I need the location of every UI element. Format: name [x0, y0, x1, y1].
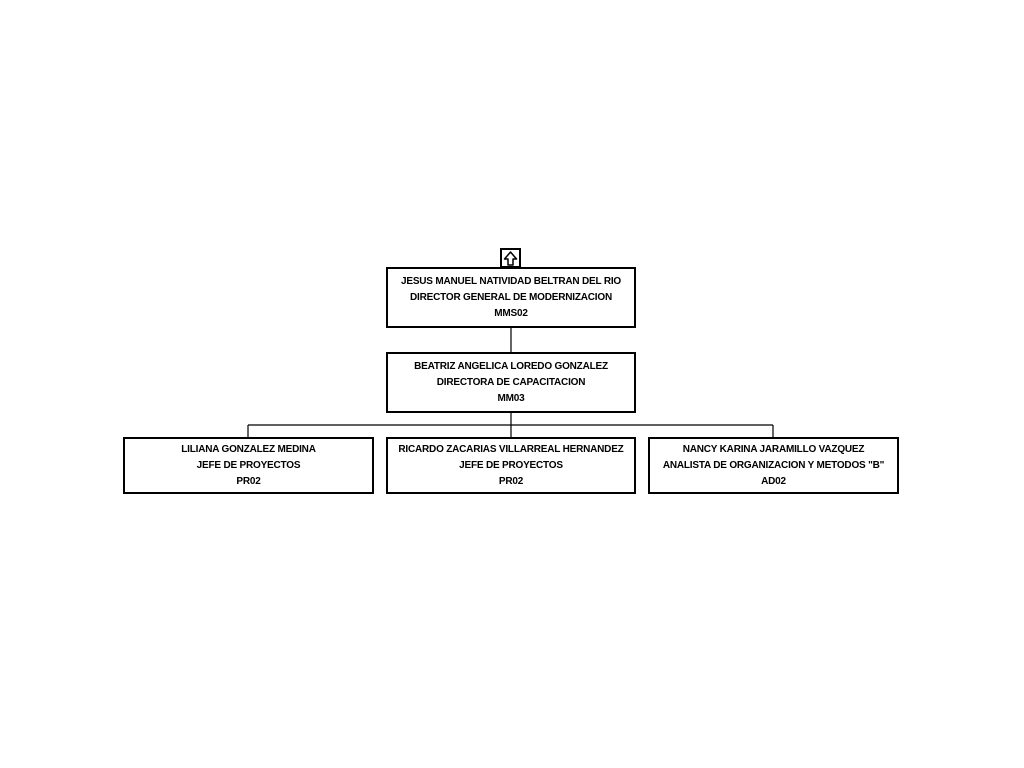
org-node-directora-capacitacion[interactable]: [386, 352, 636, 413]
node-title: JEFE DE PROYECTOS: [459, 459, 563, 471]
node-name: NANCY KARINA JARAMILLO VAZQUEZ: [682, 443, 865, 455]
node-title: DIRECTORA DE CAPACITACION: [436, 376, 586, 388]
node-title: DIRECTOR GENERAL DE MODERNIZACION: [410, 291, 612, 303]
up-arrow-icon[interactable]: [501, 249, 520, 267]
org-node-ricardo[interactable]: [386, 437, 636, 494]
node-title: JEFE DE PROYECTOS: [196, 459, 301, 471]
node-name: RICARDO ZACARIAS VILLARREAL HERNANDEZ: [398, 443, 624, 455]
org-node-nancy[interactable]: [648, 437, 899, 494]
node-name: JESUS MANUEL NATIVIDAD BELTRAN DEL RIO: [400, 275, 621, 287]
node-code: PR02: [498, 475, 524, 487]
org-node-director-general[interactable]: [386, 267, 636, 328]
node-name: LILIANA GONZALEZ MEDINA: [181, 443, 316, 455]
node-title: ANALISTA DE ORGANIZACION Y METODOS "B": [662, 459, 885, 471]
node-code: AD02: [761, 475, 786, 487]
node-name: BEATRIZ ANGELICA LOREDO GONZALEZ: [414, 360, 608, 372]
node-code: MMS02: [494, 307, 528, 319]
org-node-liliana[interactable]: [123, 437, 374, 494]
node-code: MM03: [497, 392, 525, 404]
node-code: PR02: [236, 475, 261, 487]
